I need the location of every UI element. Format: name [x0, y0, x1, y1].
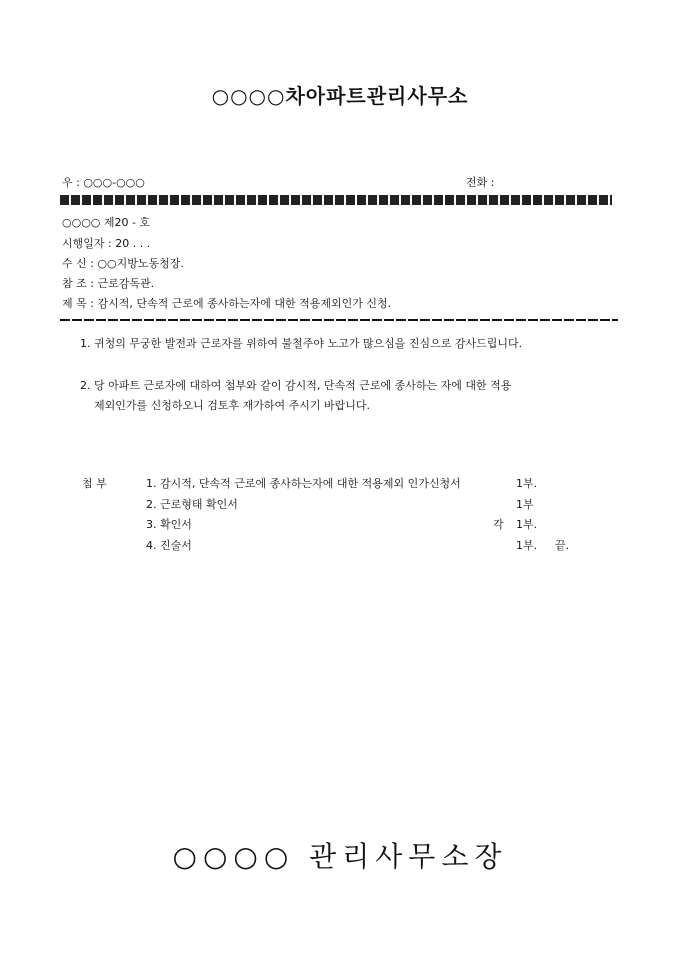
subject-row — [62, 295, 391, 311]
attachment-item-3: 3. 확인서 — [146, 518, 192, 531]
reference-row — [62, 275, 154, 291]
attachment-item-2: 2. 근로형태 확인서 — [146, 498, 238, 511]
reference-label: 참 조 : — [62, 277, 94, 290]
body-paragraph-2-line-2: 제외인가를 신청하오니 검토후 재가하여 주시기 바랍니다. — [94, 399, 371, 412]
reference-value: 근로감독관. — [97, 277, 155, 290]
document-number: ○○○○ 제20 - 호 — [62, 216, 151, 229]
date-label: 시행일자 : — [62, 237, 112, 250]
header-divider-bar — [60, 195, 612, 205]
signature: ○○○○ 관리사무소장 — [172, 840, 508, 873]
attachment-item-1-qty: 1부. — [516, 477, 538, 490]
attachment-item-3-qty: 1부. — [516, 518, 538, 531]
attachment-item-4-qty: 1부. — [516, 539, 538, 552]
recipient-row — [62, 255, 184, 271]
recipient-label: 수 신 : — [62, 257, 94, 270]
body-paragraph-1: 1. 귀청의 무궁한 발전과 근로자를 위하여 불철주야 노고가 많으심을 진심으로 감사드립니다. — [80, 337, 523, 350]
end-mark: 끝. — [555, 539, 570, 552]
attachment-item-3-prefix: 각 — [493, 518, 504, 531]
subject-divider — [60, 319, 618, 321]
document-title: ○○○○차아파트관리사무소 — [211, 84, 469, 108]
body-paragraph-2-line-1: 2. 당 아파트 근로자에 대하여 첨부와 같이 감시적, 단속적 근로에 종사하는 자에 대한 적용 — [80, 379, 512, 392]
attachment-item-4: 4. 진술서 — [146, 539, 192, 552]
postal-code: 우 : ○○○-○○○ — [62, 176, 145, 189]
attachment-item-1: 1. 감시적, 단속적 근로에 종사하는자에 대한 적용제외 인가신청서 — [146, 477, 461, 490]
recipient-value: ○○지방노동청장. — [97, 257, 184, 270]
subject-value: 감시적, 단속적 근로에 종사하는자에 대한 적용제외인가 신청. — [97, 297, 392, 310]
attachments-label: 첨 부 — [82, 477, 107, 490]
date-row — [62, 235, 150, 251]
attachment-item-2-qty: 1부 — [516, 498, 534, 511]
phone-label: 전화 : — [466, 176, 495, 189]
date-value: 20 . . . — [115, 237, 151, 250]
subject-label: 제 목 : — [62, 297, 94, 310]
